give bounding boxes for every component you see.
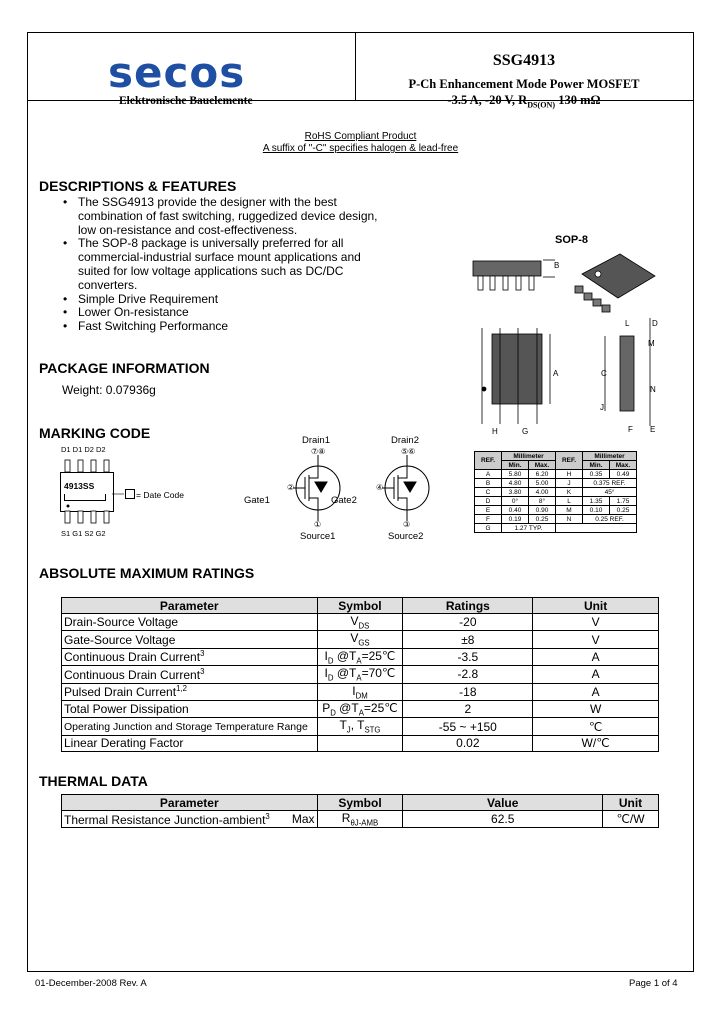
date-code-legend: = Date Code [136, 490, 184, 500]
rohs-line2: A suffix of "-C" specifies halogen & lead-free [262, 143, 459, 154]
gate1-label: Gate1 [244, 495, 270, 506]
list-item: • The SSG4913 provide the designer with the best combination of fast switching, ruggedized device design, low on-resistance and cost-effectiveness. [63, 196, 393, 237]
thermal-heading: THERMAL DATA [39, 773, 148, 789]
table-row: Total Power Dissipation $P_D$ $@T_A=25℃$ 2 W [62, 700, 659, 717]
table-row: Operating Junction and Storage Temperature Range $T_J$, $T_{STG}$ -55 ~ +150 ℃ [62, 718, 659, 735]
footer-page: Page 1 of 4 [629, 978, 678, 989]
thermal-table: Parameter Symbol Value Unit Thermal Resistance Junction-ambient$^3$ Max $R_{\theta J-AMB}$ 62.5 ℃/W [61, 794, 659, 828]
svg-text:N: N [650, 385, 656, 394]
list-item: • The SOP-8 package is universally preferred for all commercial-industrial surface mount applications and suited for low voltage applications such as DC/DC converters. [63, 237, 393, 292]
list-item: • Lower On-resistance [63, 306, 393, 320]
table-row: F 0.19 0.25 N 0.25 REF. [475, 515, 637, 524]
part-number: SSG4913 [492, 52, 556, 69]
logo-subtitle: Elektronische Bauelemente [119, 95, 253, 107]
gate2-label: Gate2 [331, 495, 357, 506]
table-row: Continuous Drain Current$^3$ $I_D$ $@T_A=70℃$ -2.8 A [62, 666, 659, 683]
marking-code: 4913SS [64, 481, 95, 491]
svg-text:D: D [652, 319, 658, 328]
svg-text:J: J [600, 403, 604, 412]
marking-bottom-pins: S1 G1 S2 G2 [61, 529, 106, 538]
marking-heading: MARKING CODE [39, 425, 151, 441]
svg-text:B: B [554, 261, 560, 270]
table-row: Gate-Source Voltage $V_{GS}$ ±8 V [62, 631, 659, 648]
source1-label: Source1 [300, 531, 336, 542]
svg-text:②: ② [287, 483, 295, 492]
table-row: A 5.80 6.20 H 0.35 0.49 [475, 470, 637, 479]
svg-text:M: M [648, 339, 655, 348]
abs-max-heading: ABSOLUTE MAXIMUM RATINGS [39, 565, 255, 581]
device-description: P-Ch Enhancement Mode Power MOSFET [408, 77, 640, 91]
secos-logo: secos [108, 48, 246, 97]
package-weight: Weight: 0.07936g [62, 383, 156, 397]
drain1-label: Drain1 [302, 435, 330, 446]
table-row: Pulsed Drain Current$^{1,2}$ $I_{DM}$ -18 A [62, 683, 659, 700]
source2-label: Source2 [388, 531, 424, 542]
svg-text:⑦⑧: ⑦⑧ [311, 447, 326, 456]
table-row: Linear Derating Factor 0.02 W/℃ [62, 735, 659, 751]
table-row: Drain-Source Voltage $V_{DS}$ -20 V [62, 614, 659, 631]
svg-text:F: F [628, 425, 633, 434]
svg-text:⑤⑥: ⑤⑥ [401, 447, 416, 456]
package-heading: PACKAGE INFORMATION [39, 360, 210, 376]
svg-text:A: A [553, 369, 559, 378]
table-row: B 4.80 5.00 J 0.375 REF. [475, 479, 637, 488]
svg-text:L: L [625, 319, 630, 328]
svg-text:G: G [522, 427, 529, 436]
package-label: SOP-8 [555, 234, 589, 246]
marking-top-pins: D1 D1 D2 D2 [61, 445, 106, 454]
dimensions-table: REF. Millimeter REF. Millimeter Min. Max. Min. Max. A 5.80 6.20 H 0.35 0.49 B 4.80 5.00 J 0.375 REF. C 3.80 4.00 K 45° D 0° 8° L 1.35 1.75 E 0.40 0.90 M 0.10 0.25 F 0.19 0.25 N 0.25 REF. G 1.27 TYP. [474, 451, 637, 533]
footer-date: 01-December-2008 Rev. A [35, 978, 147, 989]
table-row: C 3.80 4.00 K 45° [475, 488, 637, 497]
svg-text:E: E [650, 425, 656, 434]
table-row: D 0° 8° L 1.35 1.75 [475, 497, 637, 506]
abs-max-table: Parameter Symbol Ratings Unit Drain-Source Voltage $V_{DS}$ -20 V Gate-Source Voltage $V_{GS}$ ±8 V Continuous Drain Current$^3$ $I_D$ $@T_A=25℃$ -3.5 A Continuous Drain Current$^3$ $I_D$ $@T_A=70℃$ -2.8 A Pulsed Drain Current$^{1,2}$ $I_{DM}$ -18 A Total Power Dissipation $P_D$ $@T_A=25℃$ 2 W Operating Junction and Storage Temperature Range $T_J$, $T_{STG}$ -55 ~ +150 ℃ Linear Derating Factor 0.02 W/℃ [61, 597, 659, 752]
features-list [63, 196, 393, 334]
svg-text:③: ③ [403, 520, 411, 529]
rating-summary: -3.5 A, -20 V, $R_{DS(ON)}$ 130 mΩ [447, 93, 601, 110]
sop8-package-drawing [470, 246, 670, 446]
list-item: • Fast Switching Performance [63, 320, 393, 334]
marking-pins [60, 455, 140, 531]
drain2-label: Drain2 [391, 435, 419, 446]
svg-text:H: H [492, 427, 498, 436]
table-row: Thermal Resistance Junction-ambient$^3$ Max $R_{\theta J-AMB}$ 62.5 ℃/W [62, 811, 659, 828]
table-row: E 0.40 0.90 M 0.10 0.25 [475, 506, 637, 515]
features-heading: DESCRIPTIONS & FEATURES [39, 178, 237, 194]
table-row: Continuous Drain Current$^3$ $I_D$ $@T_A=25℃$ -3.5 A [62, 648, 659, 665]
svg-text:④: ④ [376, 483, 384, 492]
mosfet-symbols [255, 445, 455, 530]
list-item: • Simple Drive Requirement [63, 293, 393, 307]
table-row: G 1.27 TYP. [475, 524, 637, 533]
svg-text:①: ① [314, 520, 322, 529]
svg-text:C: C [601, 369, 607, 378]
rohs-line1: RoHS Compliant Product [304, 131, 417, 142]
